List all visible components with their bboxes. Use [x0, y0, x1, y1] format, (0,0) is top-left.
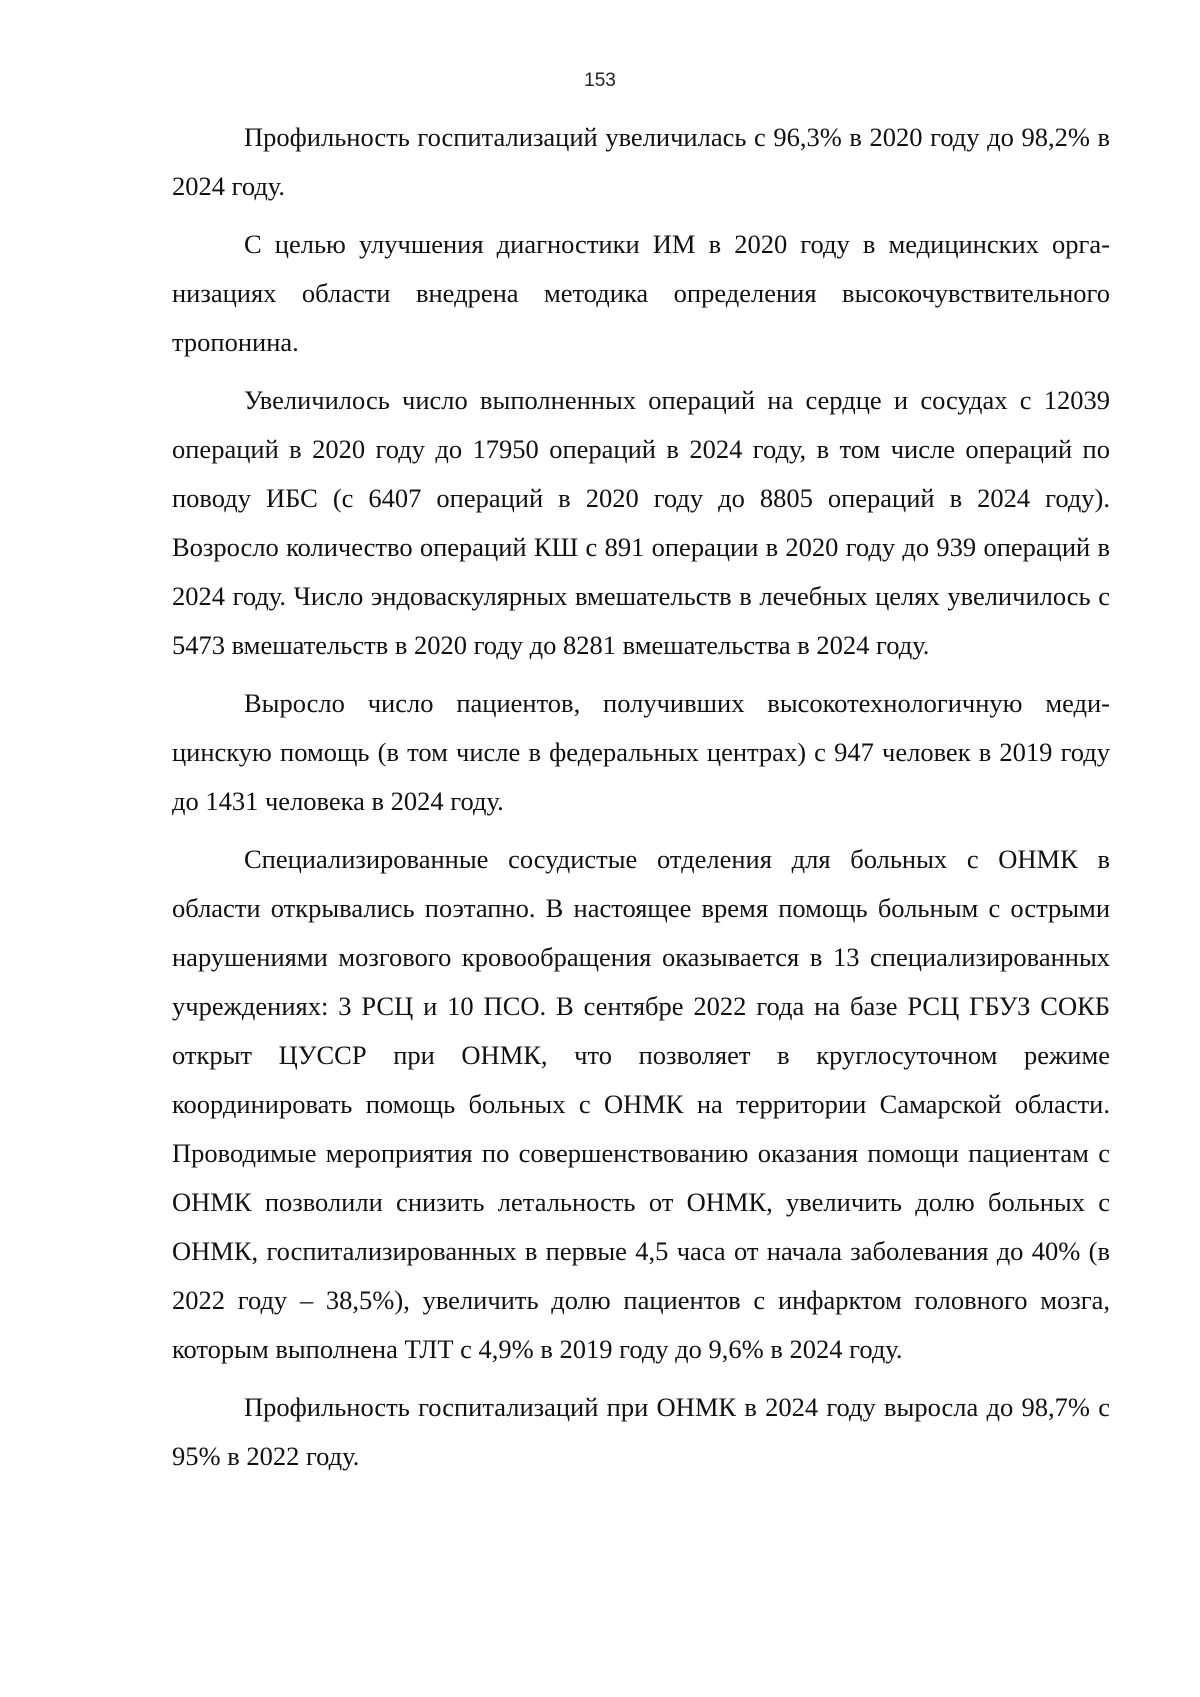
- paragraph: Специализированные сосудистые отделения для больных с ОНМК в области открывались поэтапно. В настоящее время помощь больным с острыми нарушениями мозгового кровообращения оказывается в 13 специализированных учреждениях: 3 РСЦ и 10 ПСО. В сентябре 2022 года на базе РСЦ ГБУЗ СОКБ открыт ЦУССР при ОНМК, что позволяет в круглосуточном режиме координировать помощь больных с ОНМК на территории Самарской области. Проводимые мероприятия по совершенствованию оказания помощи пациентам с ОНМК позволили снизить летальность от ОНМК, увеличить долю больных с ОНМК, госпитализированных в первые 4,5 часа от начала заболевания до 40% (в 2022 году – 38,5%), увеличить долю пациентов с инфарктом головного мозга, которым выполнена ТЛТ с 4,9% в 2019 году до 9,6% в 2024 году.: [172, 844, 1110, 1364]
- paragraph: Выросло число пациентов, получивших высокотехнологичную медицинскую помощь (в том числе в федеральных центрах) с 947 человек в 2019 году до 1431 человека в 2024 году.: [172, 688, 1110, 816]
- paragraph: С целью улучшения диагностики ИМ в 2020 году в медицинских организациях области внедрена методика определения высокочувствительного тропонина.: [172, 229, 1110, 357]
- paragraph: Профильность госпитализаций увеличилась с 96,3% в 2020 году до 98,2% в 2024 году.: [172, 122, 1110, 201]
- paragraph: Профильность госпитализаций при ОНМК в 2024 году выросла до 98,7% с 95% в 2022 году.: [172, 1392, 1110, 1471]
- paragraph: Увеличилось число выполненных операций на сердце и сосудах с 12039 операций в 2020 году до 17950 операций в 2024 году, в том числе операций по поводу ИБС (с 6407 операций в 2020 году до 8805 операций в 2024 году). Возросло количество операций КШ с 891 операции в 2020 году до 939 операций в 2024 году. Число эндоваскулярных вмешательств в лечебных целях увеличилось с 5473 вмешательств в 2020 году до 8281 вмешательства в 2024 году.: [172, 385, 1110, 660]
- body-text: [172, 113, 1110, 1490]
- page-number: 153: [584, 70, 616, 91]
